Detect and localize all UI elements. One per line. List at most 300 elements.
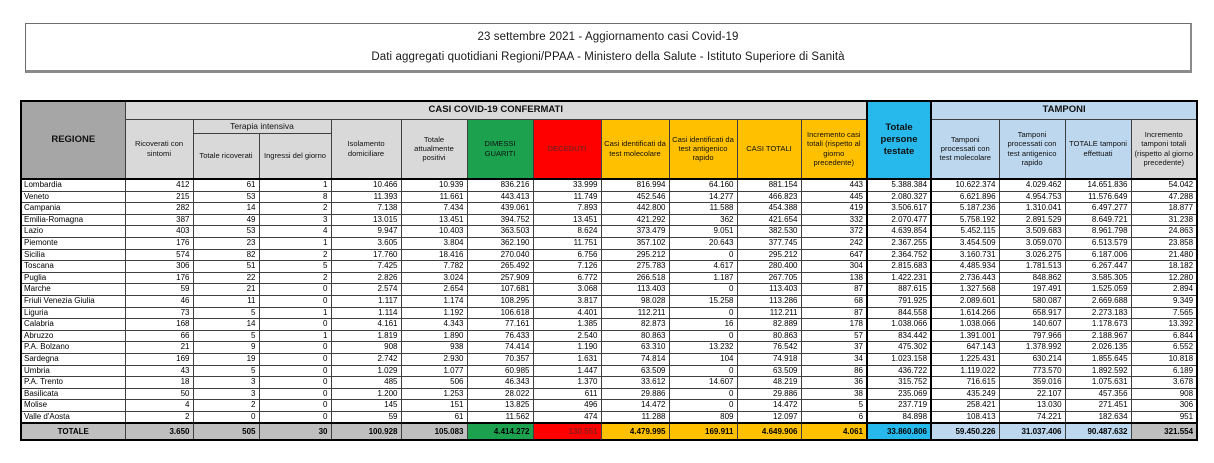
total-value-cell: 505	[193, 423, 259, 440]
total-value-cell: 30	[259, 423, 331, 440]
value-cell: 3.068	[533, 284, 601, 296]
total-value-cell: 90.487.632	[1065, 423, 1131, 440]
total-value-cell: 169.911	[669, 423, 737, 440]
value-cell: 773.570	[999, 365, 1065, 377]
value-cell: 8.961.798	[1065, 226, 1131, 238]
value-cell: 176	[125, 272, 193, 284]
value-cell: 34	[801, 353, 867, 365]
value-cell: 466.823	[737, 191, 801, 203]
col-header-ingressi-giorno: Ingressi del giorno	[259, 133, 331, 179]
value-cell: 64.160	[669, 179, 737, 191]
table-row	[21, 284, 1197, 296]
value-cell: 2.188.967	[1065, 330, 1131, 342]
region-name-cell: P.A. Trento	[21, 377, 125, 389]
value-cell: 1.525.059	[1065, 284, 1131, 296]
value-cell: 112.211	[601, 307, 669, 319]
value-cell: 5	[259, 261, 331, 273]
value-cell: 5	[193, 307, 259, 319]
value-cell: 1.614.266	[931, 307, 999, 319]
value-cell: 1.890	[401, 330, 467, 342]
col-header-isolamento: Isolamento domiciliare	[331, 119, 401, 179]
value-cell: 580.087	[999, 295, 1065, 307]
value-cell: 4.401	[533, 307, 601, 319]
value-cell: 4.639.854	[867, 226, 931, 238]
region-name-cell: Lombardia	[21, 179, 125, 191]
value-cell: 6	[801, 411, 867, 423]
value-cell: 3.160.731	[931, 249, 999, 261]
table-row	[21, 411, 1197, 423]
col-header-totale-tamponi: TOTALE tamponi effettuati	[1065, 119, 1131, 179]
value-cell: 178	[801, 319, 867, 331]
region-name-cell: Friuli Venezia Giulia	[21, 295, 125, 307]
value-cell: 2	[125, 411, 193, 423]
value-cell: 5.758.192	[931, 214, 999, 226]
value-cell: 104	[669, 353, 737, 365]
value-cell: 3.506.617	[867, 203, 931, 215]
value-cell: 74.814	[601, 353, 669, 365]
value-cell: 1.178.673	[1065, 319, 1131, 331]
value-cell: 1.378.992	[999, 342, 1065, 354]
value-cell: 3	[193, 388, 259, 400]
value-cell: 1.077	[401, 365, 467, 377]
value-cell: 436.722	[867, 365, 931, 377]
value-cell: 1.327.568	[931, 284, 999, 296]
col-header-incremento-casi: Incremento casi totali (rispetto al giorno precedente)	[801, 119, 867, 179]
value-cell: 168	[125, 319, 193, 331]
col-header-casi-molecolare: Casi identificati da test molecolare	[601, 119, 669, 179]
value-cell: 3.024	[401, 272, 467, 284]
value-cell: 113.286	[737, 295, 801, 307]
value-cell: 3.454.509	[931, 237, 999, 249]
value-cell: 70.357	[467, 353, 533, 365]
value-cell: 275.783	[601, 261, 669, 273]
value-cell: 68	[801, 295, 867, 307]
value-cell: 0	[669, 330, 737, 342]
value-cell: 37	[801, 342, 867, 354]
value-cell: 1.855.645	[1065, 353, 1131, 365]
value-cell: 362	[669, 214, 737, 226]
value-cell: 28.022	[467, 388, 533, 400]
value-cell: 445	[801, 191, 867, 203]
value-cell: 1.781.513	[999, 261, 1065, 273]
value-cell: 6.497.277	[1065, 203, 1131, 215]
value-cell: 419	[801, 203, 867, 215]
table-body	[21, 179, 1197, 423]
value-cell: 2.930	[401, 353, 467, 365]
value-cell: 357.102	[601, 237, 669, 249]
value-cell: 2.273.183	[1065, 307, 1131, 319]
value-cell: 33.612	[601, 377, 669, 389]
value-cell: 474	[533, 411, 601, 423]
region-name-cell: Molise	[21, 400, 125, 412]
value-cell: 10.939	[401, 179, 467, 191]
value-cell: 3.509.683	[999, 226, 1065, 238]
value-cell: 0	[259, 411, 331, 423]
value-cell: 475.302	[867, 342, 931, 354]
value-cell: 63.509	[737, 365, 801, 377]
group-header-casi-confermati: CASI COVID-19 CONFERMATI	[125, 101, 867, 119]
value-cell: 7.565	[1131, 307, 1197, 319]
value-cell: 836.216	[467, 179, 533, 191]
value-cell: 1.075.631	[1065, 377, 1131, 389]
value-cell: 86	[801, 365, 867, 377]
value-cell: 435.249	[931, 388, 999, 400]
table-row	[21, 179, 1197, 191]
value-cell: 13.451	[533, 214, 601, 226]
value-cell: 108.295	[467, 295, 533, 307]
value-cell: 282	[125, 203, 193, 215]
value-cell: 1	[259, 237, 331, 249]
value-cell: 1.192	[401, 307, 467, 319]
value-cell: 59	[125, 284, 193, 296]
value-cell: 13.015	[331, 214, 401, 226]
value-cell: 0	[669, 365, 737, 377]
value-cell: 3.804	[401, 237, 467, 249]
value-cell: 9.947	[331, 226, 401, 238]
value-cell: 2.891.529	[999, 214, 1065, 226]
value-cell: 176	[125, 237, 193, 249]
value-cell: 61	[193, 179, 259, 191]
total-value-cell: 100.928	[331, 423, 401, 440]
value-cell: 908	[1131, 388, 1197, 400]
col-header-casi-totali: CASI TOTALI	[737, 119, 801, 179]
value-cell: 73	[125, 307, 193, 319]
value-cell: 13.030	[999, 400, 1065, 412]
value-cell: 3.059.070	[999, 237, 1065, 249]
value-cell: 1.391.001	[931, 330, 999, 342]
region-name-cell: Liguria	[21, 307, 125, 319]
total-row	[21, 423, 1197, 440]
value-cell: 6.187.006	[1065, 249, 1131, 261]
col-header-dimessi-guariti: DIMESSI GUARITI	[467, 119, 533, 179]
value-cell: 6.844	[1131, 330, 1197, 342]
table-row	[21, 214, 1197, 226]
value-cell: 106.618	[467, 307, 533, 319]
value-cell: 14	[193, 203, 259, 215]
region-name-cell: Marche	[21, 284, 125, 296]
value-cell: 938	[401, 342, 467, 354]
value-cell: 258.421	[931, 400, 999, 412]
value-cell: 10.622.374	[931, 179, 999, 191]
value-cell: 454.388	[737, 203, 801, 215]
value-cell: 5.388.384	[867, 179, 931, 191]
region-name-cell: Umbria	[21, 365, 125, 377]
value-cell: 9.349	[1131, 295, 1197, 307]
value-cell: 6.552	[1131, 342, 1197, 354]
value-cell: 5	[193, 330, 259, 342]
value-cell: 11	[193, 295, 259, 307]
region-name-cell: Campania	[21, 203, 125, 215]
value-cell: 145	[331, 400, 401, 412]
value-cell: 138	[801, 272, 867, 284]
value-cell: 267.705	[737, 272, 801, 284]
region-name-cell: Emilia-Romagna	[21, 214, 125, 226]
value-cell: 20.643	[669, 237, 737, 249]
value-cell: 4.954.753	[999, 191, 1065, 203]
region-name-cell: Piemonte	[21, 237, 125, 249]
value-cell: 197.491	[999, 284, 1065, 296]
value-cell: 2	[259, 249, 331, 261]
value-cell: 881.154	[737, 179, 801, 191]
value-cell: 630.214	[999, 353, 1065, 365]
value-cell: 5.452.115	[931, 226, 999, 238]
value-cell: 0	[669, 249, 737, 261]
value-cell: 59	[331, 411, 401, 423]
value-cell: 23.858	[1131, 237, 1197, 249]
region-name-cell: Basilicata	[21, 388, 125, 400]
value-cell: 6.621.896	[931, 191, 999, 203]
value-cell: 1.187	[669, 272, 737, 284]
value-cell: 306	[125, 261, 193, 273]
value-cell: 237.719	[867, 400, 931, 412]
value-cell: 2	[259, 203, 331, 215]
col-header-incremento-tamponi: Incremento tamponi totali (rispetto al giorno precedente)	[1131, 119, 1197, 179]
value-cell: 53	[193, 226, 259, 238]
value-cell: 1.038.066	[867, 319, 931, 331]
value-cell: 257.909	[467, 272, 533, 284]
region-name-cell: Calabria	[21, 319, 125, 331]
value-cell: 0	[259, 284, 331, 296]
table-row	[21, 365, 1197, 377]
value-cell: 11.588	[669, 203, 737, 215]
value-cell: 848.862	[999, 272, 1065, 284]
value-cell: 496	[533, 400, 601, 412]
value-cell: 82	[193, 249, 259, 261]
value-cell: 169	[125, 353, 193, 365]
value-cell: 11.393	[331, 191, 401, 203]
table-row	[21, 342, 1197, 354]
region-name-cell: Puglia	[21, 272, 125, 284]
value-cell: 53	[193, 191, 259, 203]
table-row	[21, 319, 1197, 331]
value-cell: 0	[259, 388, 331, 400]
value-cell: 2.826	[331, 272, 401, 284]
value-cell: 7.126	[533, 261, 601, 273]
value-cell: 80.863	[737, 330, 801, 342]
value-cell: 362.190	[467, 237, 533, 249]
value-cell: 2.540	[533, 330, 601, 342]
value-cell: 24.863	[1131, 226, 1197, 238]
total-value-cell: 4.061	[801, 423, 867, 440]
value-cell: 1.029	[331, 365, 401, 377]
value-cell: 22.107	[999, 388, 1065, 400]
col-header-casi-antigenico: Casi identificati da test antigenico rapido	[669, 119, 737, 179]
value-cell: 10.818	[1131, 353, 1197, 365]
value-cell: 403	[125, 226, 193, 238]
value-cell: 76.542	[737, 342, 801, 354]
value-cell: 377.745	[737, 237, 801, 249]
value-cell: 647.143	[931, 342, 999, 354]
value-cell: 1.114	[331, 307, 401, 319]
col-header-totale-ricoverati: Totale ricoverati	[193, 133, 259, 179]
value-cell: 1.200	[331, 388, 401, 400]
value-cell: 235.069	[867, 388, 931, 400]
value-cell: 0	[669, 307, 737, 319]
value-cell: 2	[259, 272, 331, 284]
value-cell: 18.877	[1131, 203, 1197, 215]
value-cell: 112.211	[737, 307, 801, 319]
value-cell: 33.999	[533, 179, 601, 191]
total-value-cell: 59.450.226	[931, 423, 999, 440]
value-cell: 5	[801, 400, 867, 412]
value-cell: 13.232	[669, 342, 737, 354]
value-cell: 1.119.022	[931, 365, 999, 377]
value-cell: 46	[125, 295, 193, 307]
table-header	[21, 101, 1197, 179]
value-cell: 18.182	[1131, 261, 1197, 273]
value-cell: 113.403	[601, 284, 669, 296]
table-row	[21, 353, 1197, 365]
value-cell: 84.898	[867, 411, 931, 423]
region-name-cell: Valle d'Aosta	[21, 411, 125, 423]
region-name-cell: Abruzzo	[21, 330, 125, 342]
group-header-tamponi: TAMPONI	[931, 101, 1197, 119]
value-cell: 12.280	[1131, 272, 1197, 284]
value-cell: 394.752	[467, 214, 533, 226]
total-value-cell: 105.083	[401, 423, 467, 440]
table-row	[21, 237, 1197, 249]
value-cell: 63.509	[601, 365, 669, 377]
value-cell: 21.480	[1131, 249, 1197, 261]
value-cell: 22	[193, 272, 259, 284]
value-cell: 48.219	[737, 377, 801, 389]
value-cell: 295.212	[737, 249, 801, 261]
value-cell: 280.400	[737, 261, 801, 273]
value-cell: 77.161	[467, 319, 533, 331]
value-cell: 2	[193, 400, 259, 412]
value-cell: 0	[259, 365, 331, 377]
table-row	[21, 249, 1197, 261]
value-cell: 844.558	[867, 307, 931, 319]
value-cell: 1	[259, 330, 331, 342]
value-cell: 6.513.579	[1065, 237, 1131, 249]
value-cell: 421.654	[737, 214, 801, 226]
value-cell: 373.479	[601, 226, 669, 238]
value-cell: 2.742	[331, 353, 401, 365]
table-row	[21, 272, 1197, 284]
value-cell: 951	[1131, 411, 1197, 423]
value-cell: 87	[801, 307, 867, 319]
value-cell: 15.258	[669, 295, 737, 307]
value-cell: 21	[125, 342, 193, 354]
total-value-cell: 130.551	[533, 423, 601, 440]
value-cell: 1.174	[401, 295, 467, 307]
value-cell: 76.433	[467, 330, 533, 342]
value-cell: 6.267.447	[1065, 261, 1131, 273]
value-cell: 2.089.601	[931, 295, 999, 307]
value-cell: 21	[193, 284, 259, 296]
region-name-cell: Sicilia	[21, 249, 125, 261]
value-cell: 2.894	[1131, 284, 1197, 296]
value-cell: 82.873	[601, 319, 669, 331]
value-cell: 10.403	[401, 226, 467, 238]
report-subtitle: Dati aggregati quotidiani Regioni/PPAA - Ministero della Salute - Istituto Superiore di Sanità	[371, 50, 845, 63]
value-cell: 11.562	[467, 411, 533, 423]
report-date-title: 23 settembre 2021 - Aggiornamento casi Covid-19	[477, 31, 739, 44]
value-cell: 50	[125, 388, 193, 400]
value-cell: 14.472	[737, 400, 801, 412]
region-name-cell: Sardegna	[21, 353, 125, 365]
value-cell: 3.678	[1131, 377, 1197, 389]
value-cell: 3.026.275	[999, 249, 1065, 261]
value-cell: 7.782	[401, 261, 467, 273]
value-cell: 1.038.066	[931, 319, 999, 331]
value-cell: 54.042	[1131, 179, 1197, 191]
value-cell: 82.889	[737, 319, 801, 331]
value-cell: 36	[801, 377, 867, 389]
value-cell: 242	[801, 237, 867, 249]
table-row	[21, 388, 1197, 400]
value-cell: 387	[125, 214, 193, 226]
value-cell: 13.825	[467, 400, 533, 412]
value-cell: 887.615	[867, 284, 931, 296]
value-cell: 1.023.158	[867, 353, 931, 365]
value-cell: 0	[669, 388, 737, 400]
value-cell: 4.343	[401, 319, 467, 331]
value-cell: 8.649.721	[1065, 214, 1131, 226]
table-row	[21, 261, 1197, 273]
value-cell: 1.253	[401, 388, 467, 400]
value-cell: 791.925	[867, 295, 931, 307]
value-cell: 7.138	[331, 203, 401, 215]
value-cell: 215	[125, 191, 193, 203]
value-cell: 14.651.836	[1065, 179, 1131, 191]
value-cell: 11.661	[401, 191, 467, 203]
value-cell: 9.051	[669, 226, 737, 238]
value-cell: 908	[331, 342, 401, 354]
table-row	[21, 295, 1197, 307]
value-cell: 3.605	[331, 237, 401, 249]
value-cell: 18.416	[401, 249, 467, 261]
value-cell: 304	[801, 261, 867, 273]
total-value-cell: 4.414.272	[467, 423, 533, 440]
value-cell: 31.238	[1131, 214, 1197, 226]
value-cell: 12.097	[737, 411, 801, 423]
value-cell: 6.756	[533, 249, 601, 261]
total-value-cell: 33.860.806	[867, 423, 931, 440]
value-cell: 57	[801, 330, 867, 342]
value-cell: 1.819	[331, 330, 401, 342]
value-cell: 2.367.255	[867, 237, 931, 249]
total-value-cell: 31.037.406	[999, 423, 1065, 440]
value-cell: 647	[801, 249, 867, 261]
group-header-terapia-intensiva: Terapia intensiva	[193, 119, 331, 133]
value-cell: 3.817	[533, 295, 601, 307]
col-header-tamponi-antigenico: Tamponi processati con test antigenico rapido	[999, 119, 1065, 179]
region-name-cell: Toscana	[21, 261, 125, 273]
value-cell: 1	[259, 307, 331, 319]
value-cell: 359.016	[999, 377, 1065, 389]
covid-data-table	[20, 100, 1198, 441]
value-cell: 8.624	[533, 226, 601, 238]
value-cell: 2.815.683	[867, 261, 931, 273]
value-cell: 271.451	[1065, 400, 1131, 412]
value-cell: 74.414	[467, 342, 533, 354]
value-cell: 4	[125, 400, 193, 412]
value-cell: 265.492	[467, 261, 533, 273]
value-cell: 46.343	[467, 377, 533, 389]
value-cell: 443.413	[467, 191, 533, 203]
table-row	[21, 203, 1197, 215]
value-cell: 1.447	[533, 365, 601, 377]
col-header-tamponi-molecolare: Tamponi processati con test molecolare	[931, 119, 999, 179]
value-cell: 611	[533, 388, 601, 400]
value-cell: 14	[193, 319, 259, 331]
value-cell: 363.503	[467, 226, 533, 238]
value-cell: 315.752	[867, 377, 931, 389]
value-cell: 2.669.688	[1065, 295, 1131, 307]
value-cell: 7.434	[401, 203, 467, 215]
